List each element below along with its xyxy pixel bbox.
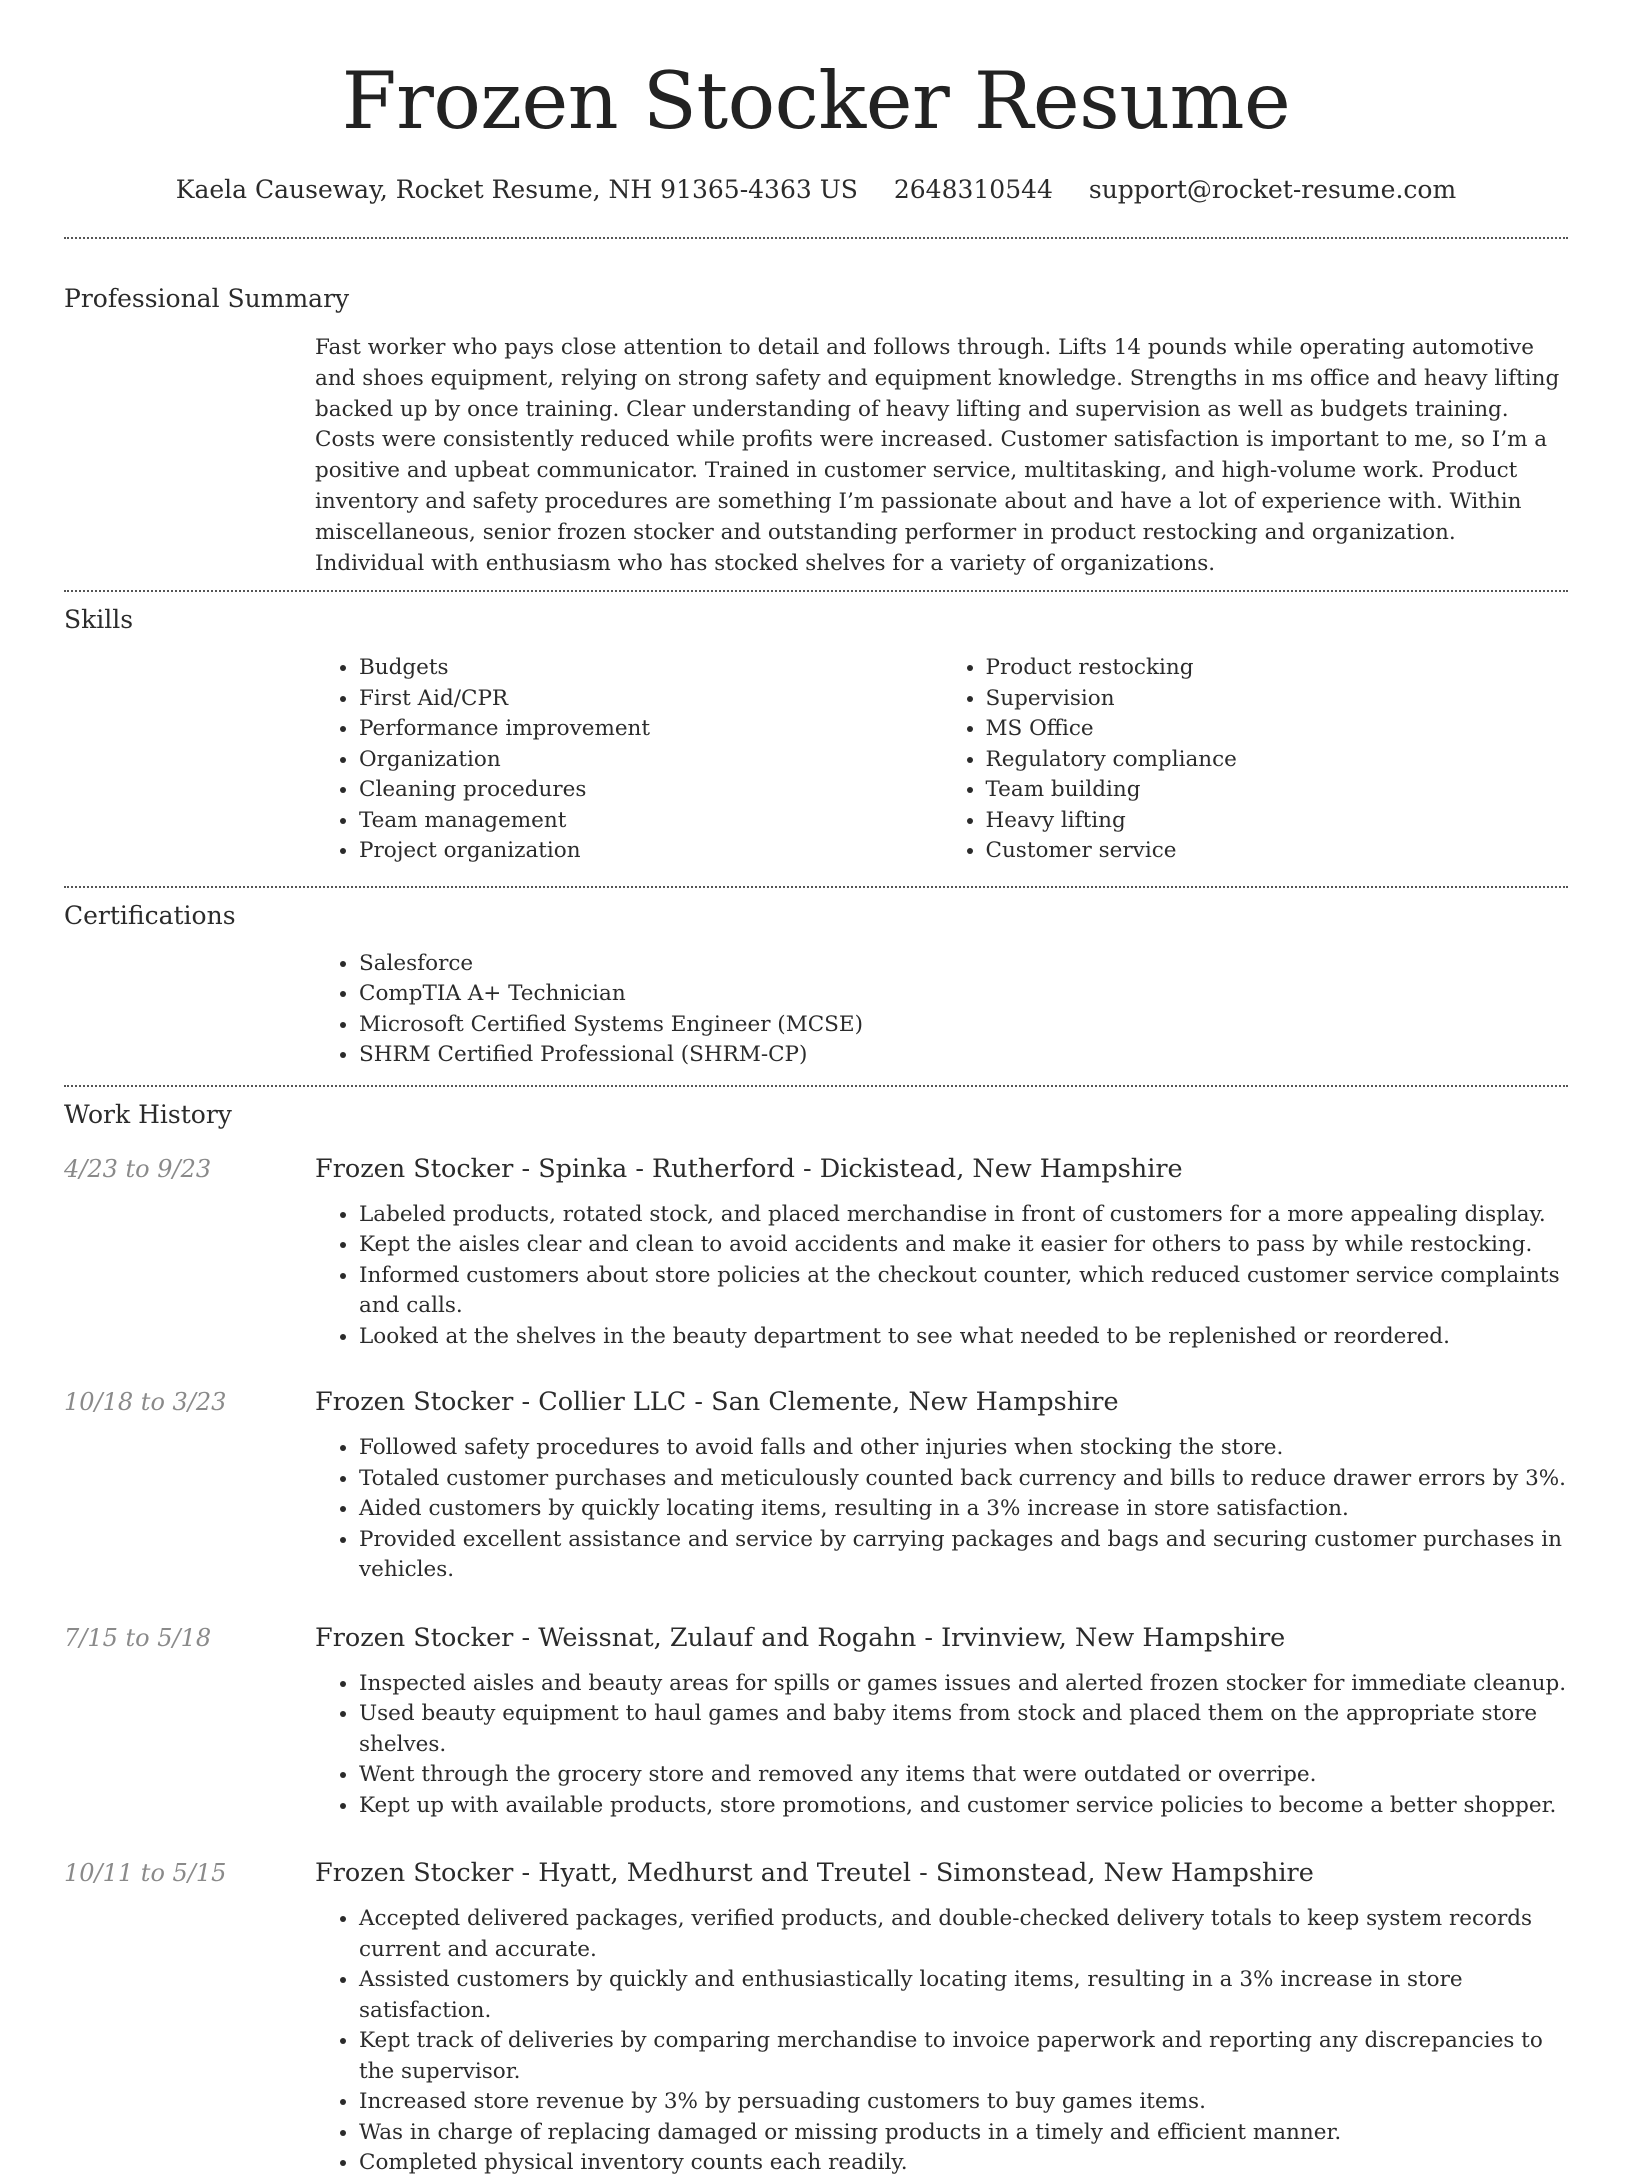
certifications-items	[315, 949, 1568, 1071]
certification-item: • Microsoft Certified Systems Engineer (MCSE)	[359, 1010, 1568, 1041]
job-bullet: • Provided excellent assistance and service by carrying packages and bags and securing customer purchases in vehicles.	[359, 1525, 1568, 1586]
skill-item: • Cleaning procedures	[359, 775, 942, 806]
job-title: Frozen Stocker - Weissnat, Zulauf and Rogahn - Irvinview, New Hampshire	[315, 1622, 1286, 1653]
work-history-list	[64, 1153, 1568, 2179]
job-dates: 10/18 to 3/23	[64, 1388, 227, 1417]
job-bullets	[315, 1200, 1568, 1353]
job-title: Frozen Stocker - Collier LLC - San Clemente, New Hampshire	[315, 1387, 1119, 1418]
skill-item: • Budgets	[359, 653, 942, 684]
job-entry	[64, 1857, 1568, 2179]
skills-list	[315, 653, 1568, 867]
skill-item: • Team building	[986, 775, 1569, 806]
job-details	[315, 1622, 1568, 1822]
job-entry	[64, 1622, 1568, 1822]
certification-item: • CompTIA A+ Technician	[359, 979, 1568, 1010]
job-details	[315, 1857, 1568, 2179]
skill-item: • Regulatory compliance	[986, 745, 1569, 776]
job-details	[315, 1153, 1568, 1353]
job-title: Frozen Stocker - Hyatt, Medhurst and Treutel - Simonstead, New Hampshire	[315, 1858, 1314, 1889]
job-entry	[64, 1386, 1568, 1586]
job-bullet: • Was in charge of replacing damaged or missing products in a timely and efficient manner.	[359, 2118, 1568, 2149]
job-bullet: • Labeled products, rotated stock, and placed merchandise in front of customers for a more appealing display.	[359, 1200, 1568, 1231]
job-bullet: • Inspected aisles and beauty areas for spills or games issues and alerted frozen stocker for immediate cleanup.	[359, 1669, 1568, 1700]
certifications-list	[315, 949, 1568, 1071]
resume-page	[64, 0, 1568, 2179]
section-title-skills: Skills	[64, 605, 134, 635]
job-dates: 4/23 to 9/23	[64, 1154, 212, 1183]
job-bullet: • Totaled customer purchases and meticulously counted back currency and bills to reduce drawer errors by 3%.	[359, 1464, 1568, 1495]
section-title-work-history: Work History	[64, 1099, 232, 1129]
job-bullet: • Used beauty equipment to haul games and baby items from stock and placed them on the appropriate store shelves.	[359, 1699, 1568, 1760]
job-bullet: • Kept up with available products, store promotions, and customer service policies to become a better shopper.	[359, 1791, 1568, 1822]
certification-item: • SHRM Certified Professional (SHRM-CP)	[359, 1040, 1568, 1071]
job-entry	[64, 1153, 1568, 1353]
resume-title: Frozen Stocker Resume	[341, 55, 1291, 147]
contact-address: Kaela Causeway, Rocket Resume, NH 91365-4363 US	[175, 175, 858, 204]
job-bullet: • Informed customers about store policies at the checkout counter, which reduced customer service complaints and calls.	[359, 1261, 1568, 1322]
job-dates: 10/11 to 5/15	[64, 1859, 227, 1888]
job-title: Frozen Stocker - Spinka - Rutherford - Dickistead, New Hampshire	[315, 1153, 1183, 1184]
summary-text: Fast worker who pays close attention to detail and follows through. Lifts 14 pounds while operating automotive and shoes equipment, relying on strong safety and equipment knowledge. Strengths in ms office and heavy lifting backed up by once training. Clear understanding of heavy lifting and supervision as well as budgets training. Costs were consistently reduced while profits were increased. Customer satisfaction is important to me, so I’m a positive and upbeat communicator. Trained in customer service, multitasking, and high-volume work. Product inventory and safety procedures are something I’m passionate about and have a lot of experience with. Within miscellaneous, senior frozen stocker and outstanding performer in product restocking and organization. Individual with enthusiasm who has stocked shelves for a variety of organizations.	[315, 335, 1560, 576]
job-dates: 7/15 to 5/18	[64, 1623, 212, 1652]
job-bullet: • Assisted customers by quickly and enthusiastically locating items, resulting in a 3% increase in store satisfaction.	[359, 1965, 1568, 2026]
section-title-summary: Professional Summary	[64, 284, 350, 313]
job-bullet: • Kept the aisles clear and clean to avoid accidents and make it easier for others to pass by while restocking.	[359, 1230, 1568, 1261]
skills-column-left	[315, 653, 942, 867]
job-bullet: • Accepted delivered packages, verified products, and double-checked delivery totals to keep system records current and accurate.	[359, 1904, 1568, 1965]
contact-line	[64, 174, 1568, 206]
skill-item: • Customer service	[986, 836, 1569, 867]
skill-item: • Product restocking	[986, 653, 1569, 684]
job-bullet: • Kept track of deliveries by comparing merchandise to invoice paperwork and reporting any discrepancies to the supervisor.	[359, 2026, 1568, 2087]
certification-item: • Salesforce	[359, 949, 1568, 980]
skill-item: • Performance improvement	[359, 714, 942, 745]
skill-item: • Supervision	[986, 684, 1569, 715]
skill-item: • Team management	[359, 806, 942, 837]
job-bullets	[315, 1669, 1568, 1822]
job-details	[315, 1386, 1568, 1586]
skill-item: • Heavy lifting	[986, 806, 1569, 837]
skill-item: • Organization	[359, 745, 942, 776]
skill-item: • Project organization	[359, 836, 942, 867]
skill-item: • MS Office	[986, 714, 1569, 745]
job-bullet: • Followed safety procedures to avoid falls and other injuries when stocking the store.	[359, 1433, 1568, 1464]
contact-phone: 2648310544	[893, 175, 1053, 204]
skill-item: • First Aid/CPR	[359, 684, 942, 715]
job-bullet: • Completed physical inventory counts each readily.	[359, 2148, 1568, 2179]
job-bullets	[315, 1433, 1568, 1586]
section-title-certifications: Certifications	[64, 900, 236, 930]
job-bullets	[315, 1904, 1568, 2179]
job-bullet: • Went through the grocery store and removed any items that were outdated or overripe.	[359, 1760, 1568, 1791]
job-bullet: • Looked at the shelves in the beauty department to see what needed to be replenished or reordered.	[359, 1322, 1568, 1353]
job-bullet: • Increased store revenue by 3% by persuading customers to buy games items.	[359, 2087, 1568, 2118]
contact-email: support@rocket-resume.com	[1088, 175, 1457, 204]
skills-column-right	[942, 653, 1569, 867]
job-bullet: • Aided customers by quickly locating items, resulting in a 3% increase in store satisfaction.	[359, 1494, 1568, 1525]
